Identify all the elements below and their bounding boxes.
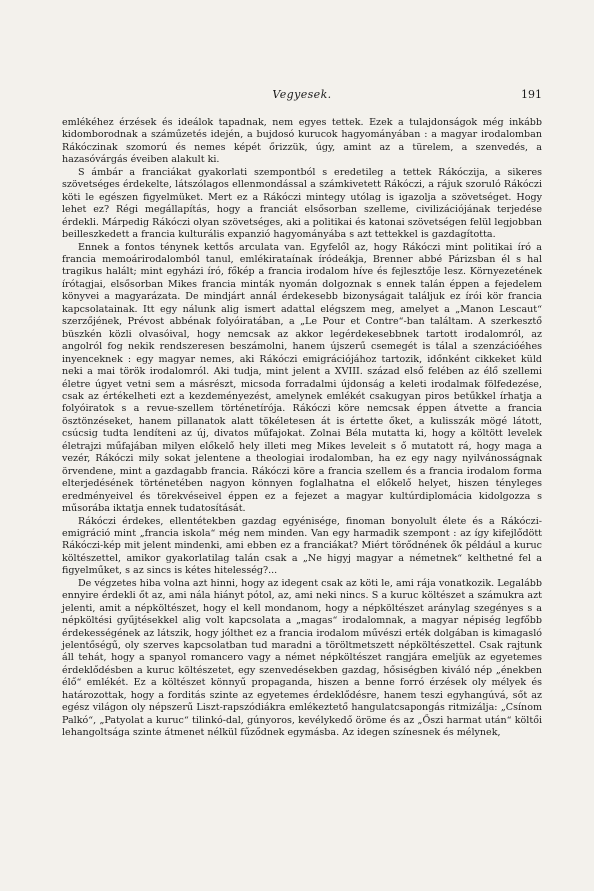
paragraph: S ámbár a franciákat gyakorlati szempontból s eredetileg a tettek Rákóczija, a sikeres szövetséges érdekelte, látszólagos ellenmondással a számkivetett Rákóczi, a rájuk szoruló Rákóczi köti le egészen figyelmüket. Mert ez a Rákóczi mintegy utólag is igazolja a szövetséget. Hogy lehet ez? Régi megállapítás, hogy a franciát elsősorban szelleme, civilizációjának terjedése érdekli. Márpedig Rákóczi olyan szövetséges, aki a politikai és katonai szövetségen felül legjobban beilleszkedett a francia kulturális expanzió hagyományába s azt tettekkel is gazdagította. xyxy=(62,166,542,241)
page-number: 191 xyxy=(521,88,542,101)
paragraph: emlékéhez érzések és ideálok tapadnak, nem egyes tettek. Ezek a tulajdonságok még inkább kidomborodnak a száműzetés idején, a bujdosó kurucok hagyományában : a magyar irodalomban Rákóczinak szomorú és nemes képét őrizzük, úgy, amint az a türelem, a szenvedés, a hazasóvárgás éveiben alakult ki. xyxy=(62,117,542,166)
page-header xyxy=(62,88,542,106)
paragraph: De végzetes hiba volna azt hinni, hogy az idegent csak az köti le, ami rája vonatkozik. Legalább ennyire érdekli őt az, ami nála hiányt pótol, az, ami neki nincs. S a kuruc költészet a számukra azt jelenti, amit a népköltészet, hogy el kell mondanom, hogy a népköltészet aránylag szegényes s a népköltési gyűjtésekkel alig volt kapcsolata a „magas“ irodalomnak, a magyar népiség legfőbb érdekességének az látszik, hogy jólthet ez a francia irodalom művészi erték dolgában is kimagasló jelentőségű, oly szerves kapcsolatban tud maradni a töröltmetszett népköltészettel. Csak rajtunk áll tehát, hogy a spanyol romancero vagy a német népköltészet rangjára emeljük az egyetemes érdeklődésben a kuruc költészetet, egy szenvedésekben gazdag, hősiségben kiváló nép „énekben élő“ emlékét. Ez a költészet könnyű propaganda, hiszen a benne forró érzések oly mélyek és határozottak, hogy a forditás szinte az egyetemes érdeklődésre, hanem teszi egyhangúvá, sőt az egész világon oly népszerű Liszt-rapszódiákra emlékeztető hangulatcsapongás ritmizálja: „Csínom Palkó“, „Patyolat a kuruc“ tilinkó-dal, gúnyoros, kevélykedő öröme és az „Őszi harmat után“ költői lehangoltsága szinte átmenet nélkül fűződnek egymásba. Az idegen színesnek és mélynek, xyxy=(62,577,542,739)
paragraph: Rákóczi érdekes, ellentétekben gazdag egyénisége, finoman bonyolult élete és a Rákóczi-emigráció mint „francia iskola“ még nem minden. Van egy harmadik szempont : az így kifejlődött Rákóczi-kép mit jelent mindenki, ami ebben ez a franciákat? Miért törődnének ők például a kuruc költészettel, amikor gyakorlatilag talán csak a „Ne higyj magyar a németnek“ kelthetné fel a figyelműket, s az sincs is kétes hitelesség?... xyxy=(62,515,542,577)
body-text xyxy=(62,117,542,740)
paragraph: Ennek a fontos ténynek kettős arculata van. Egyfelől az, hogy Rákóczi mint politikai író a francia memoárirodalomból tanul, emlékirataínak íródeákja, Brenner abbé Párizsban él s hal tragikus halált; mint egyházi író, főkép a francia irodalom híve és fejlesztője lesz. Környezetének írótagjai, elsősorban Mikes francia minták nyomán dolgoznak s ennek talán éppen a fejedelem könyvei a magyarázata. De mindjárt annál érdekesebb bizonyságait találjuk ez írói kör francia kapcsolatainak. Itt egy nálunk alig ismert adattal elégszem meg, amelyet a „Manon Lescaut“ szerzőjének, Prévost abbénak folyóiratában, a „Le Pour et Contre“-ban találtam. A szerkesztő büszkén közli olvasóival, hogy nemcsak az akkor legérdekesebbnek tartott irodalomról, az angolról fog nekik rendszeresen beszámolni, hanem újszerű csemegét is tálal a szenzációéhes inyenceknek : egy magyar nemes, aki Rákóczi emigrációjához tartozik, időnként cikkeket küld neki a mai török irodalomról. Aki tudja, mint jelent a XVIII. század első felében az élő szellemi életre úgyet vetni sem a másrészt, micsoda forradalmi újdonság a keleti irodalmak fölfedezése, csak az értékelheti ezt a kezdeményezést, amelynek emlékét csakugyan piros betűkkel írhatja a folyóiratok s a revue-szellem történetírója. Rákóczi köre nemcsak éppen átvette a francia ösztönzéseket, hanem pillanatok alatt tökéletesen át is értette őket, a kulisszák mögé látott, csúcsig tudta lendíteni az új, divatos műfajokat. Zolnai Béla mutatta ki, hogy a költött levelek életrajzi műfajában milyen előkelő hely illeti meg Mikes leveleit s ő mutatott rá, hogy maga a vezér, Rákóczi mily sokat jelentene a theologiai irodalomban, ha ez egy nagy nyilvánosságnak örvendene, mint a gazdagabb francia. Rákóczi köre a francia szellem és a francia irodalom forma elterjedésének történetében nagyon könnyen foglalhatna el előkelő helyet, hiszen tényleges eredményeivel és törekvéseivel éppen ez a fejezet a magyar kultúrdiplomácia kidolgozza s műsorába iktatja ennek tudatosítását. xyxy=(62,241,542,515)
running-title: Vegyesek. xyxy=(272,88,332,101)
